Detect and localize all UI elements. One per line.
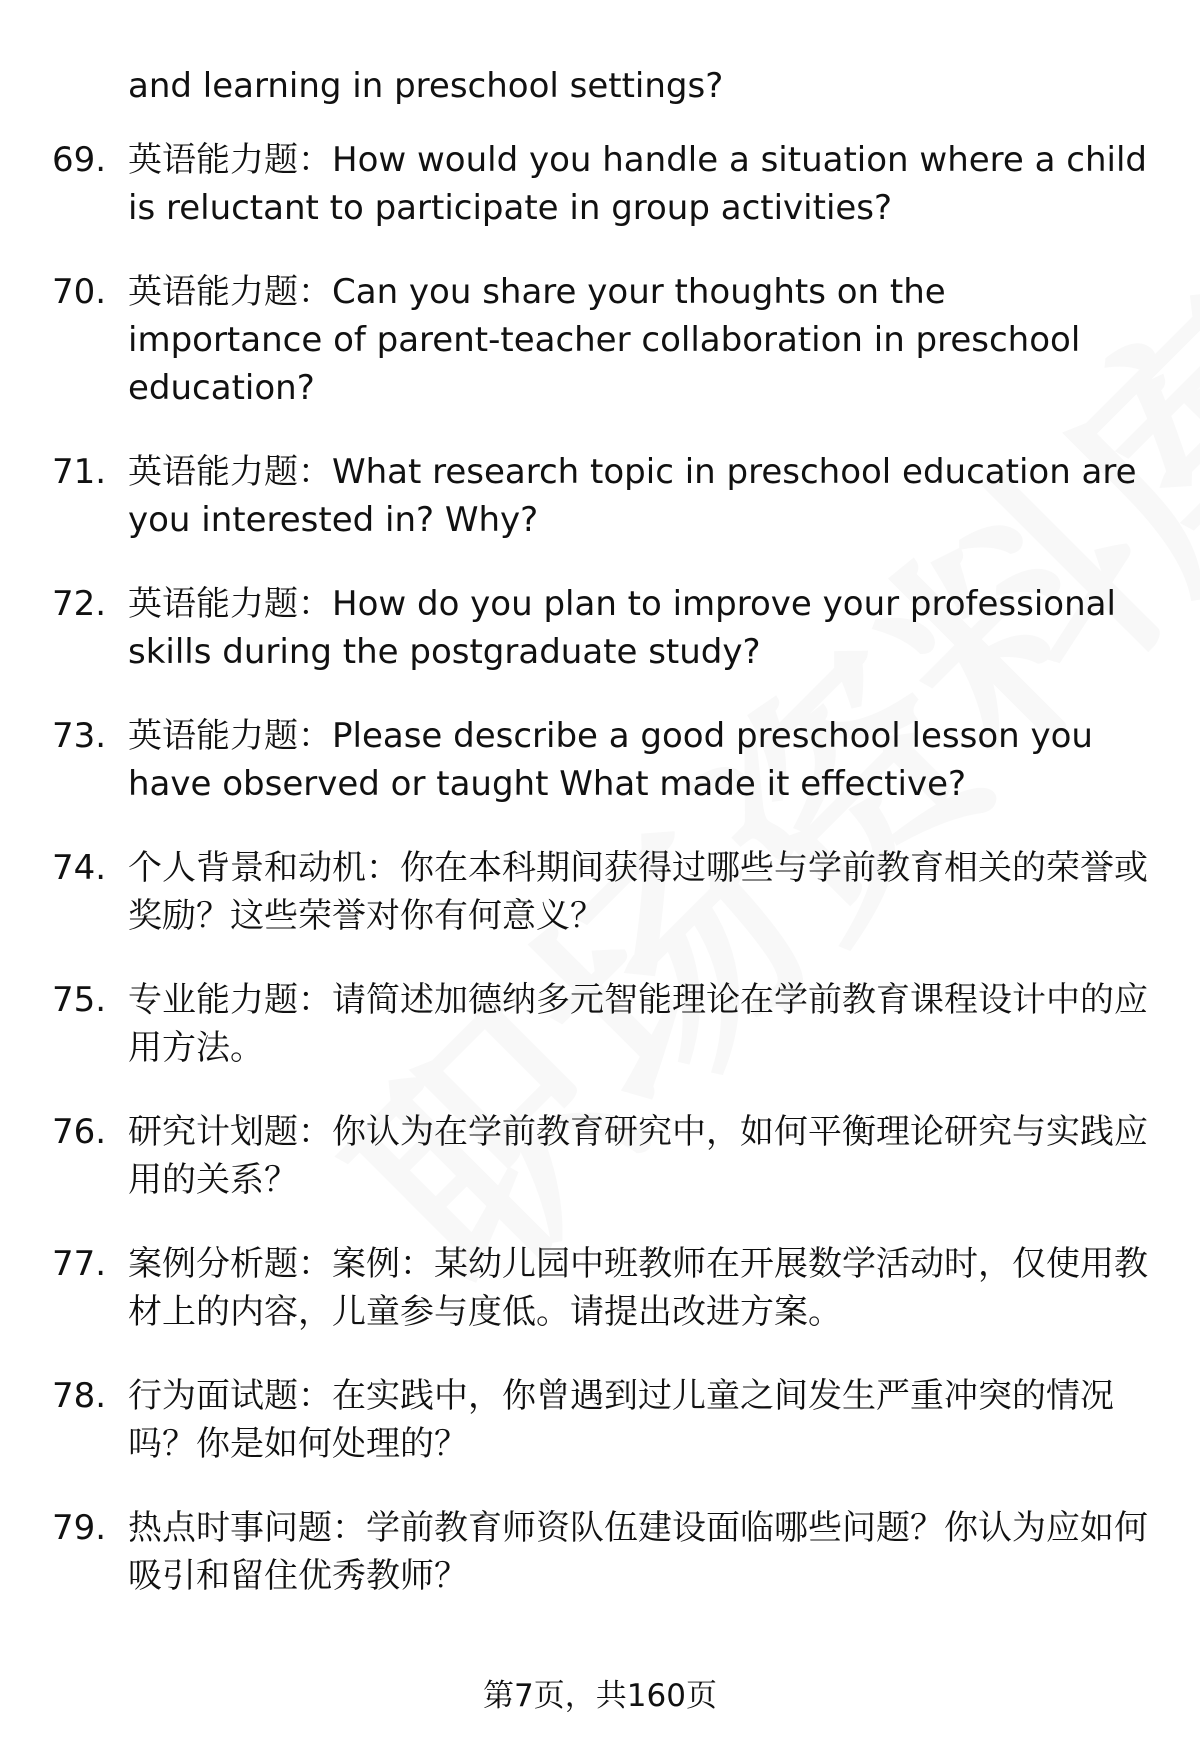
question-number: 73.: [52, 716, 107, 756]
page-footer: 第7页，共160页: [483, 1678, 717, 1714]
question-item: [0, 1372, 1200, 1468]
question-text: 热点时事问题：学前教育师资队伍建设面临哪些问题？你认为应如何吸引和留住优秀教师？: [128, 1508, 1148, 1596]
question-number: 77.: [52, 1244, 107, 1284]
question-item: [0, 448, 1200, 544]
question-number: 69.: [52, 140, 107, 180]
question-text: 英语能力题：Please describe a good preschool lesson you have observed or taught What made it effective?: [128, 716, 1093, 804]
question-text: 专业能力题：请简述加德纳多元智能理论在学前教育课程设计中的应用方法。: [128, 980, 1148, 1068]
question-item: [0, 580, 1200, 676]
question-text: 行为面试题：在实践中，你曾遇到过儿童之间发生严重冲突的情况吗？你是如何处理的？: [128, 1376, 1114, 1464]
question-item: [0, 1504, 1200, 1600]
question-text: 英语能力题：How do you plan to improve your professional skills during the postgraduate study?: [128, 584, 1116, 672]
question-item: [0, 268, 1200, 412]
question-item: [0, 712, 1200, 808]
question-item: [0, 844, 1200, 940]
question-item: [0, 976, 1200, 1072]
question-item: [0, 136, 1200, 232]
question-number: 78.: [52, 1376, 107, 1416]
question-number: 75.: [52, 980, 107, 1020]
question-number: 71.: [52, 452, 107, 492]
question-number: 70.: [52, 272, 107, 312]
question-number: 74.: [52, 848, 107, 888]
question-number: 72.: [52, 584, 107, 624]
question-text: 个人背景和动机：你在本科期间获得过哪些与学前教育相关的荣誉或奖励？这些荣誉对你有何意义？: [128, 848, 1148, 936]
question-item: [0, 1108, 1200, 1204]
question-text: 英语能力题：How would you handle a situation where a child is reluctant to participate in group activities?: [128, 140, 1147, 228]
question-number: 79.: [52, 1508, 107, 1548]
question-text: 英语能力题：Can you share your thoughts on the importance of parent-teacher collaboration in preschool education?: [128, 272, 1081, 408]
question-text: 英语能力题：What research topic in preschool education are you interested in? Why?: [128, 452, 1137, 540]
question-list: [0, 136, 1200, 1636]
question-text: 案例分析题：案例：某幼儿园中班教师在开展数学活动时，仅使用教材上的内容，儿童参与度低。请提出改进方案。: [128, 1244, 1148, 1332]
continuation-text: and learning in preschool settings?: [128, 66, 724, 106]
question-item: [0, 1240, 1200, 1336]
question-text: 研究计划题：你认为在学前教育研究中，如何平衡理论研究与实践应用的关系？: [128, 1112, 1148, 1200]
question-number: 76.: [52, 1112, 107, 1152]
